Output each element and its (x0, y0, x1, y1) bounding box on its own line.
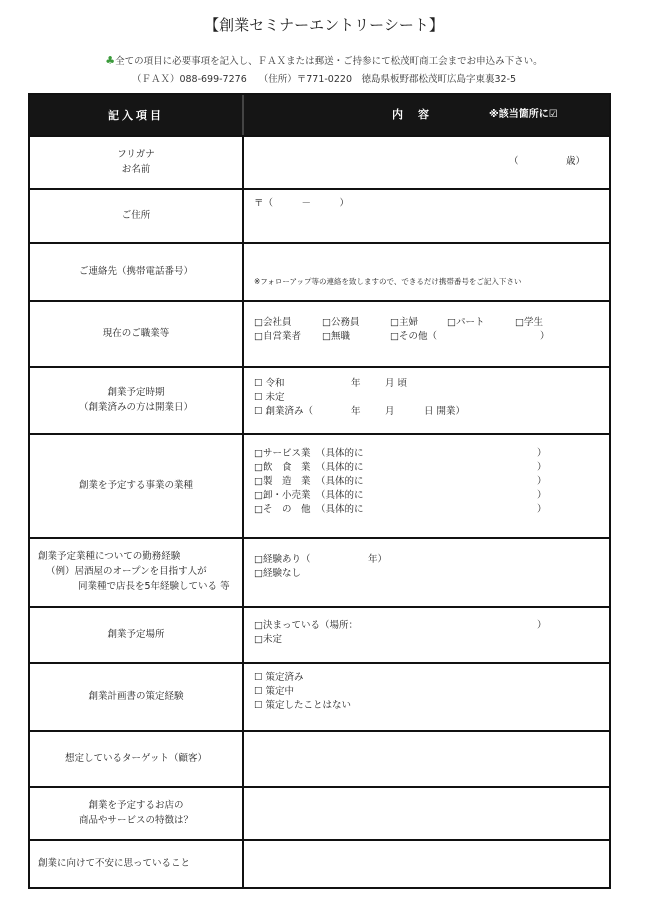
checkbox-manufacturing[interactable]: □製 造 業 (254, 476, 311, 487)
office-address: （住所）〒771-0220 徳島県板野郡松茂町広島字東裏32-5 (258, 74, 517, 85)
other-close: ） (540, 331, 550, 342)
row-target (30, 730, 609, 788)
instruction-label: 全ての項目に必要事項を記入し、ＦＡＸまたは郵送・ご持参にて松茂町商工会までお申込み下さい。 (115, 56, 543, 67)
label-target: 想定しているターゲット（顧客） (30, 730, 244, 786)
header-check-note: ※該当箇所に☑ (489, 109, 558, 120)
header-content-column (244, 95, 609, 135)
row-plan (30, 662, 609, 732)
row-experience (30, 537, 609, 608)
checkbox-self-employed[interactable]: □自営業者 (254, 331, 301, 342)
close-food: ） (537, 462, 547, 473)
name-field[interactable] (244, 135, 609, 188)
header-content-label: 内 容 (392, 108, 431, 121)
club-icon: ♣ (105, 54, 116, 67)
entry-form-table (28, 93, 611, 889)
contact-info (0, 71, 648, 85)
row-timing (30, 366, 609, 435)
address-field[interactable] (244, 188, 609, 242)
checkbox-plan-never[interactable]: ☐ 策定したことはない (254, 700, 352, 711)
label-feature-line2: 商品やサービスの特徴は？ (78, 814, 193, 826)
checkbox-plan-in-progress[interactable]: ☐ 策定中 (254, 686, 295, 697)
label-full-name: お名前 (121, 163, 151, 175)
label-feature-line1: 創業を予定するお店の (88, 799, 184, 811)
checkbox-housewife[interactable]: □主婦 (390, 317, 418, 328)
founded-year: 年 (351, 406, 361, 417)
checkbox-wholesale-retail[interactable]: □卸・小売業 (254, 490, 311, 501)
row-industry (30, 433, 609, 539)
label-contact: ご連絡先（携帯電話番号） (30, 242, 244, 300)
age-open: （ (509, 156, 519, 167)
header-item-column: 記入項目 (30, 95, 244, 135)
instruction-text (0, 53, 648, 67)
label-experience-example: （例）居酒屋のオープンを目指す人が (46, 566, 207, 577)
label-occupation: 現在のご職業等 (30, 300, 244, 366)
label-industry: 創業を予定する事業の業種 (30, 433, 244, 537)
worry-field[interactable] (244, 839, 609, 887)
label-feature (30, 786, 244, 839)
founded-day: 日 開業） (424, 406, 466, 417)
feature-field[interactable] (244, 786, 609, 839)
row-contact (30, 242, 609, 302)
postal-code-field[interactable]: 〒（ － ） (254, 198, 350, 209)
page-title: 【創業セミナーエントリーシート】 (204, 16, 444, 34)
checkbox-already-founded[interactable]: ☐ 創業済み（ (254, 406, 314, 417)
label-worry: 創業に向けて不安に思っていること (30, 839, 244, 887)
plan-options (244, 662, 609, 730)
age-label: 歳） (566, 156, 586, 167)
experience-options (244, 537, 609, 606)
industry-options (244, 433, 609, 537)
label-timing (30, 366, 244, 433)
checkbox-unemployed[interactable]: □無職 (322, 331, 350, 342)
row-occupation (30, 300, 609, 368)
label-experience-example-cont: 同業種で店長を5年経験している 等 (78, 581, 230, 592)
occupation-options (244, 300, 609, 366)
timing-options (244, 366, 609, 433)
close-manufacturing: ） (537, 476, 547, 487)
checkbox-other[interactable]: □その他（ (390, 331, 437, 342)
checkbox-service[interactable]: □サービス業 (254, 448, 311, 459)
label-furigana: フリガナ (117, 148, 155, 160)
reiwa-month: 月 頃 (385, 378, 408, 389)
checkbox-food[interactable]: □飲 食 業 (254, 462, 311, 473)
label-experience-main: 創業予定業種についての勤務経験 (38, 551, 181, 562)
label-plan: 創業計画書の策定経験 (30, 662, 244, 730)
close-wholesale-retail: ） (537, 490, 547, 501)
target-field[interactable] (244, 730, 609, 786)
checkbox-civil-servant[interactable]: □公務員 (322, 317, 360, 328)
founded-month: 月 (385, 406, 395, 417)
label-address: ご住所 (30, 188, 244, 242)
phone-field[interactable] (244, 242, 609, 300)
label-timing-sub: （創業済みの方は開業日） (78, 401, 193, 413)
reiwa-year: 年 (351, 378, 361, 389)
row-name (30, 135, 609, 190)
label-location: 創業予定場所 (30, 606, 244, 662)
checkbox-no-experience[interactable]: □経験なし (254, 568, 301, 579)
label-name (30, 135, 244, 188)
close-other-industry: ） (537, 504, 547, 515)
checkbox-other-industry[interactable]: □そ の 他 (254, 504, 311, 515)
fax-number: （ＦＡＸ）088-699-7276 (131, 74, 247, 85)
checkbox-location-decided[interactable]: □決まっている（場所： (254, 620, 358, 631)
checkbox-plan-done[interactable]: ☐ 策定済み (254, 672, 304, 683)
checkbox-part-time[interactable]: □パート (447, 317, 485, 328)
detail-manufacturing: （具体的に (316, 476, 364, 487)
checkbox-undecided[interactable]: ☐ 未定 (254, 392, 285, 403)
detail-food: （具体的に (316, 462, 364, 473)
row-location (30, 606, 609, 664)
row-address (30, 188, 609, 244)
checkbox-company-employee[interactable]: □会社員 (254, 317, 292, 328)
row-worry (30, 839, 609, 887)
checkbox-location-undecided[interactable]: □未定 (254, 634, 282, 645)
experience-years: 年） (368, 554, 388, 565)
label-experience (30, 537, 244, 606)
contact-note: ※フォローアップ等の連絡を致しますので、できるだけ携帯番号をご記入下さい (254, 277, 522, 286)
close-service: ） (537, 448, 547, 459)
table-header-row (30, 95, 609, 137)
label-timing-main: 創業予定時期 (107, 386, 165, 398)
location-close: ） (537, 620, 547, 631)
detail-other-industry: （具体的に (316, 504, 364, 515)
detail-wholesale-retail: （具体的に (316, 490, 364, 501)
location-options (244, 606, 609, 662)
detail-service: （具体的に (316, 448, 364, 459)
checkbox-student[interactable]: □学生 (515, 317, 543, 328)
checkbox-has-experience[interactable]: □経験あり（ (254, 554, 311, 565)
checkbox-reiwa[interactable]: ☐ 令和 (254, 378, 285, 389)
row-feature (30, 786, 609, 841)
